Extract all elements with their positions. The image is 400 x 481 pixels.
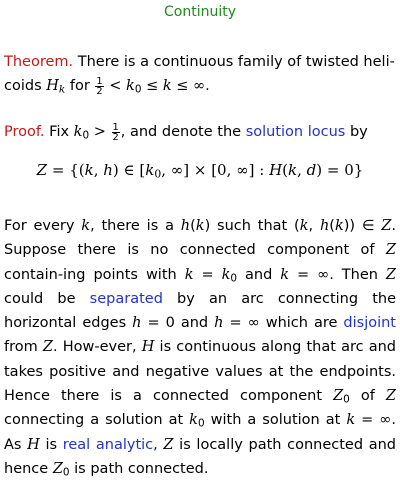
- display-equation: Z = {(k, h) ∈ [$k_0$, ∞] × [0, ∞] : H(k, d) = 0}: [36, 161, 364, 181]
- proof-label: Proof.: [4, 124, 45, 140]
- link-disjoint[interactable]: disjoint: [343, 315, 396, 332]
- slide-title: Continuity: [163, 4, 236, 20]
- theorem-paragraph: Theorem. There is a continuous family of twisted heli- coids $H_k$ for $\frac{1}{2}$ < $k_0 \le k$ ≤ ∞.: [4, 54, 395, 98]
- link-solution-locus[interactable]: solution locus: [245, 124, 346, 140]
- link-separated[interactable]: separated: [89, 290, 163, 307]
- link-real-analytic[interactable]: real analytic: [62, 436, 154, 453]
- theorem-label: Theorem.: [4, 54, 74, 70]
- proof-paragraph: Proof. Fix $k_0$ > $\frac{1}{2}$ , and denote the solution locus by: [4, 121, 368, 144]
- proof-body: For every k, there is a h(k) such that (k, h(k)) ∈ Z. Suppose there is no connected component of Z contain-ing points with $k = k_0$ and k = ∞. Then Z could be separated by an arc connecting the horizontal edges h = 0 and h = ∞ which are disjoint from Z. How-ever, H is continuous along that arc and takes positive and negative values at the endpoints. Hence there is a connected component $Z_0$ of Z connecting a solution at $k_0$ with a solution at k = ∞. As H is real analytic, Z is locally path connected and hence $Z_0$ is path connected.: [4, 218, 397, 479]
